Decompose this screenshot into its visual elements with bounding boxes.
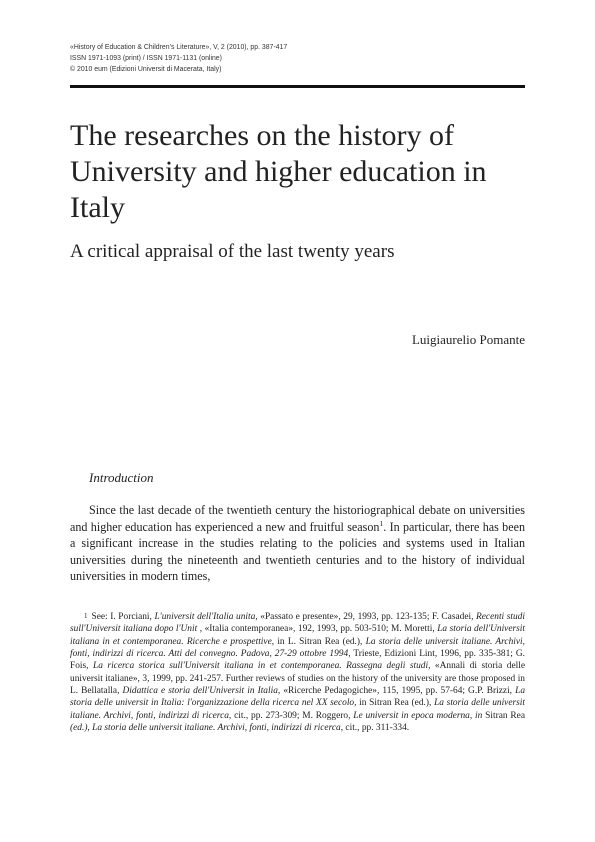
footnote-text-segment: , in Sitran Rea (ed.), bbox=[354, 698, 435, 709]
article-title: The researches on the history of University and higher education in Italy bbox=[70, 119, 487, 224]
journal-copyright: © 2010 eum (Edizioni Universit di Macerata, Italy) bbox=[70, 66, 222, 73]
footnote-text bbox=[70, 612, 525, 733]
footnote-text-segment: , «Annali di storia delle universit italiane», 3, 1999, pp. 241-257. Further reviews of studies on the history of the university are those proposed in L. Bellatalla, bbox=[70, 661, 525, 697]
article-subtitle: A critical appraisal of the last twenty years bbox=[70, 241, 395, 262]
body-text-start: Since the last decade of the twentieth century the historiographical debate on universities and higher education has experienced a new and fruitful season bbox=[70, 503, 525, 534]
footnote-text-segment: Sitran Rea bbox=[482, 710, 525, 721]
footnote-reference[interactable]: 1 bbox=[379, 518, 384, 528]
footnote-title-segment: La storia delle universit italiane. Archivi, fonti, indirizzi di ricerca. Atti del convegno. Padova, 27-29 ottobre 1994 bbox=[70, 636, 525, 660]
footnote-title-segment: (ed.), La storia delle universit italiane. Archivi, fonti, indirizzi di ricerca bbox=[70, 723, 341, 734]
footnote-text-segment: , «Ricerche Pedagogiche», 115, 1995, pp. 57-64; G.P. Brizzi, bbox=[277, 686, 516, 697]
footnote bbox=[70, 610, 525, 734]
footnote-text-segment: , in L. Sitran Rea (ed.), bbox=[271, 636, 366, 647]
footnote-text-segment: See: I. Porciani, bbox=[91, 612, 155, 622]
footnote-text-segment: , «Italia contemporanea», 192, 1993, pp. 503-510; M. Moretti, bbox=[199, 624, 438, 635]
footnote-text-segment: , Trieste, Edizioni Lint, 1996, pp. 335-381; G. Fois, bbox=[70, 649, 525, 672]
footnote-title-segment: La storia delle universit in Italia: l'organizzazione della ricerca nel XX secolo bbox=[70, 686, 526, 709]
header-rule bbox=[70, 85, 525, 88]
footnote-title-segment: La storia delle universit italiane. Archivi, fonti, indirizzi di ricerca bbox=[70, 698, 526, 721]
journal-header bbox=[70, 42, 530, 75]
footnote-title-segment: La storia dell'Universit italiana in et contemporanea. Ricerche e prospettive bbox=[70, 624, 525, 647]
footnote-title-segment: Recenti studi sull'Universit italiana dopo l'Unit bbox=[70, 612, 525, 635]
journal-issn: ISSN 1971-1093 (print) / ISSN 1971-1131 (online) bbox=[70, 55, 222, 62]
footnote-text-segment: , cit., pp. 311-334. bbox=[340, 723, 410, 734]
footnote-text-segment: , cit., pp. 273-309; M. Roggero, bbox=[228, 710, 354, 721]
footnote-title-segment: Le universit in epoca moderna, in bbox=[353, 710, 483, 721]
body-text-continued: . In particular, there has been a significant increase in the studies relating to the policies and systems used in Italian universities during the nineteenth and twentieth centuries and to the history of individual universities in modern times, bbox=[70, 519, 525, 584]
footnote-text-segment: , «Passato e presente», 29, 1993, pp. 123-135; F. Casadei, bbox=[255, 612, 477, 622]
footnote-title-segment: L'universit dell'Italia unita bbox=[154, 612, 256, 622]
footnote-title-segment: La ricerca storica sull'Universit italiana in et contemporanea. Rassegna degli studi bbox=[93, 661, 429, 672]
journal-citation: «History of Education & Children’s Literature», V, 2 (2010), pp. 387-417 bbox=[70, 44, 288, 51]
body-paragraph bbox=[70, 502, 525, 585]
footnote-number: 1 bbox=[84, 612, 88, 620]
section-heading: Introduction bbox=[89, 470, 154, 485]
footnote-title-segment: Didattica e storia dell'Universit in Italia bbox=[122, 686, 278, 697]
article-author: Luigiaurelio Pomante bbox=[411, 332, 525, 347]
